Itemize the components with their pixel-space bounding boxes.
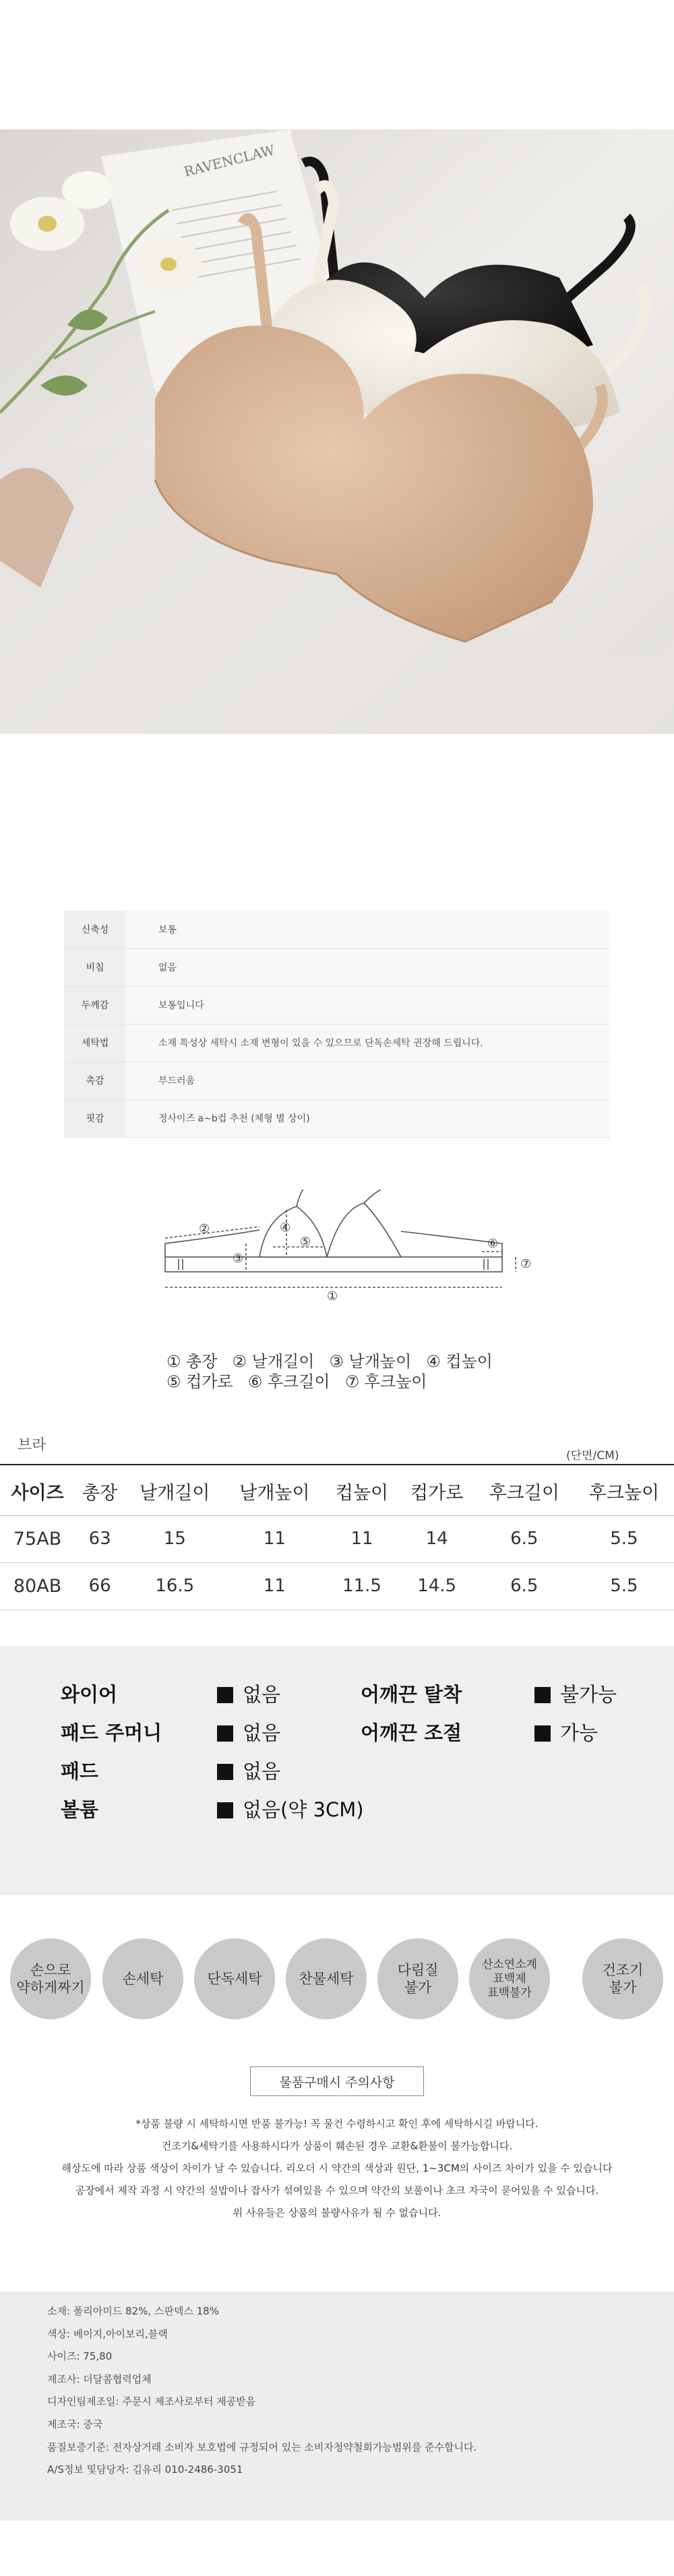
svg-text:RAVENCLAW: RAVENCLAW: [182, 142, 276, 180]
size-cell: 11: [224, 1515, 324, 1562]
feature-value-pad-pocket: 없음: [217, 1718, 280, 1746]
size-column-header: 사이즈: [0, 1468, 75, 1515]
size-column-header: 날개길이: [125, 1468, 224, 1515]
attribute-row: [64, 986, 610, 1024]
purchase-notice-text: [40, 2113, 634, 2224]
size-cell: 14: [400, 1515, 474, 1562]
care-hand-wring: 손으로 약하게짜기: [10, 1938, 91, 2019]
size-cell: 75AB: [0, 1515, 75, 1562]
feature-value-strap-detach: 불가능: [534, 1680, 617, 1707]
feature-value-pad: 없음: [217, 1756, 280, 1784]
legend-row: [166, 1372, 544, 1392]
marker-5: ⑤: [300, 1235, 311, 1249]
size-cell: 11.5: [324, 1562, 399, 1609]
care-instructions: [0, 1938, 674, 2026]
attribute-value: 보통입니다: [126, 986, 610, 1024]
notice-line: 해상도에 따라 상품 색상이 차이가 날 수 있습니다. 리오더 시 약간의 색상과 원단, 1~3CM의 사이즈 차이가 있을 수 있습니다: [61, 2162, 613, 2174]
size-column-header: 컵높이: [324, 1468, 399, 1515]
size-cell: 16.5: [125, 1562, 224, 1609]
attribute-row: [64, 1024, 610, 1062]
measurement-legend: [166, 1351, 544, 1392]
notice-line: 공장에서 제작 과정 시 약간의 실밥이나 잡사가 섞여있을 수 있으며 약간의 보풀이나 초크 자국이 묻어있을 수 있습니다.: [75, 2184, 599, 2197]
purchase-notice-button[interactable]: 물품구매시 주의사항: [250, 2066, 424, 2096]
attribute-label: 촉감: [64, 1062, 126, 1099]
marker-2: ②: [199, 1222, 210, 1236]
product-photo: [0, 129, 674, 734]
marker-4: ④: [280, 1221, 291, 1235]
legend-item: ① 총장: [166, 1352, 218, 1371]
bra-photo-illustration: [0, 129, 674, 734]
feature-box: [0, 1646, 674, 1895]
care-no-iron: 다림질 불가: [377, 1938, 458, 2019]
attribute-label: 신축성: [64, 911, 126, 948]
info-manufacture-date: 디자인팀제조일: 주문시 제조사로부터 제공받음: [47, 2395, 256, 2408]
divider: [0, 1464, 674, 1465]
attribute-row: [64, 1099, 610, 1137]
marker-7: ⑦: [520, 1257, 532, 1271]
size-row: [0, 1515, 674, 1562]
attribute-label: 비침: [64, 948, 126, 986]
attribute-label: 세탁법: [64, 1024, 126, 1062]
info-manufacturer: 제조사: 더달콤협력업체: [47, 2372, 152, 2385]
size-table: [0, 1468, 674, 1610]
size-table-header: [0, 1468, 674, 1515]
attribute-row: [64, 1062, 610, 1099]
feature-label-pad: 패드: [61, 1760, 99, 1783]
legend-item: ② 날개길이: [232, 1352, 315, 1371]
attribute-value: 소재 특성상 세탁시 소재 변형이 있을 수 있으므로 단독손세탁 권장해 드립니다.: [126, 1024, 610, 1062]
info-material: 소재: 폴리아미드 82%, 스판덱스 18%: [47, 2305, 219, 2317]
legend-item: ③ 날개높이: [329, 1352, 412, 1371]
feature-value-volume: 없음(약 3CM): [217, 1795, 364, 1822]
attribute-value: 부드러움: [126, 1062, 610, 1099]
info-as-contact: A/S정보 및담당자: 김유리 010-2486-3051: [47, 2463, 243, 2476]
size-cell: 80AB: [0, 1562, 75, 1609]
feature-value-strap-adjust: 가능: [534, 1718, 598, 1746]
attribute-value: 보통: [126, 911, 610, 948]
size-column-header: 컵가로: [400, 1468, 474, 1515]
legend-item: ④ 컵높이: [426, 1352, 493, 1371]
feature-label-pad-pocket: 패드 주머니: [61, 1721, 162, 1744]
legend-item: ⑦ 후크높이: [344, 1372, 427, 1391]
notice-line: *상품 불량 시 세탁하시면 반품 불가능! 꼭 물건 수령하시고 확인 후에 세탁하시길 바랍니다.: [135, 2118, 539, 2130]
attribute-label: 핏감: [64, 1099, 126, 1137]
care-no-dryer: 건조기 불가: [582, 1938, 663, 2019]
size-cell: 5.5: [574, 1515, 674, 1562]
size-cell: 11: [324, 1515, 399, 1562]
info-color: 색상: 베이지,아이보리,블랙: [47, 2327, 168, 2340]
marker-6: ⑥: [487, 1237, 499, 1251]
size-cell: 6.5: [474, 1515, 574, 1562]
feature-label-strap-detach: 어깨끈 탈착: [361, 1683, 462, 1706]
size-cell: 63: [75, 1515, 125, 1562]
size-column-header: 후크길이: [474, 1468, 574, 1515]
care-no-bleach: 산소연소계 표백제 표백불가: [469, 1938, 550, 2019]
marker-3: ③: [233, 1252, 244, 1266]
notice-line: 위 사유들은 상품의 불량사유가 될 수 없습니다.: [233, 2207, 441, 2219]
attribute-row: [64, 911, 610, 948]
product-info-box: [0, 2292, 674, 2521]
care-cold-wash: 찬물세탁: [286, 1938, 367, 2019]
attribute-value: 정사이즈 a~b컵 추천 (체형 별 상이): [126, 1099, 610, 1137]
feature-label-volume: 볼륨: [61, 1798, 99, 1821]
legend-item: ⑤ 컵가로: [166, 1372, 233, 1391]
size-column-header: 총장: [75, 1468, 125, 1515]
attribute-row: [64, 948, 610, 986]
legend-row: [166, 1351, 544, 1372]
info-quality: 품질보증기준: 전자상거래 소비자 보호법에 규정되어 있는 소비자청약철회가능범위를 준수합니다.: [47, 2441, 477, 2453]
attribute-value: 없음: [126, 948, 610, 986]
attribute-label: 두께감: [64, 986, 126, 1024]
size-column-header: 후크높이: [574, 1468, 674, 1515]
size-cell: 11: [224, 1562, 324, 1609]
feature-label-wire: 와이어: [61, 1683, 118, 1706]
size-table-category: 브라: [18, 1437, 47, 1454]
size-cell: 14.5: [400, 1562, 474, 1609]
size-cell: 6.5: [474, 1562, 574, 1609]
size-cell: 15: [125, 1515, 224, 1562]
attribute-table: [64, 911, 610, 1138]
size-diagram: [158, 1190, 536, 1314]
notice-line: 건조기&세탁기를 사용하시다가 상품이 훼손된 경우 교환&환불이 불가능합니다.: [161, 2140, 513, 2152]
marker-1: ①: [327, 1289, 338, 1304]
feature-value-wire: 없음: [217, 1680, 280, 1707]
size-row: [0, 1562, 674, 1609]
info-size: 사이즈: 75,80: [47, 2350, 113, 2363]
feature-label-strap-adjust: 어깨끈 조절: [361, 1721, 462, 1744]
legend-item: ⑥ 후크길이: [247, 1372, 330, 1391]
size-column-header: 날개높이: [224, 1468, 324, 1515]
size-cell: 5.5: [574, 1562, 674, 1609]
size-table-unit: (단면/CM): [566, 1449, 619, 1463]
care-hand-wash: 손세탁: [102, 1938, 183, 2019]
info-country: 제조국: 중국: [47, 2418, 103, 2430]
size-cell: 66: [75, 1562, 125, 1609]
care-separate-wash: 단독세탁: [194, 1938, 275, 2019]
